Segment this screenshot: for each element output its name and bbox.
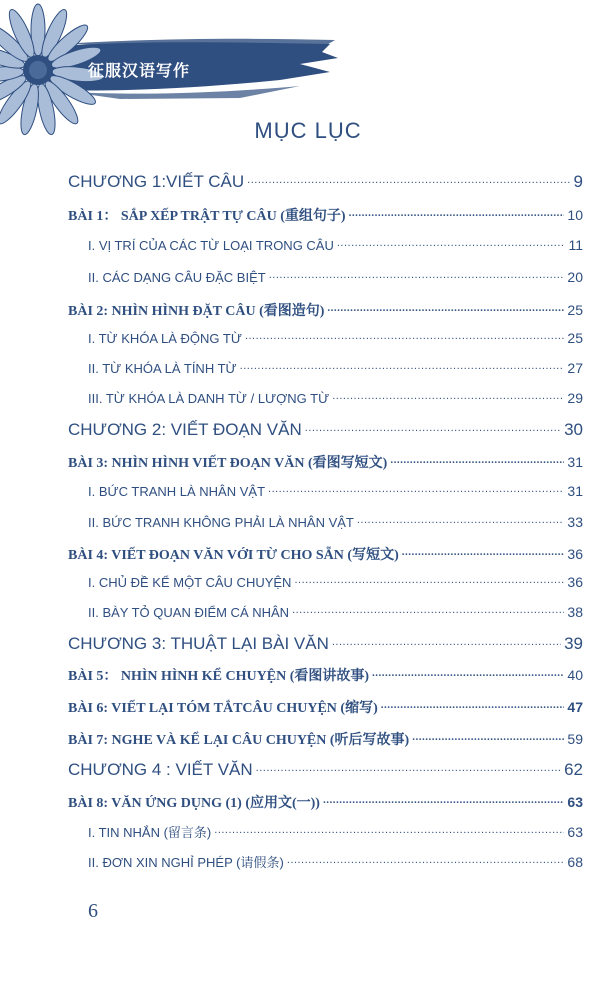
- toc-entry-page: 33: [567, 514, 583, 530]
- toc-entry-lesson-7: [68, 729, 583, 749]
- toc-entry-label: CHƯƠNG 3: THUẬT LẠI BÀI VĂN: [68, 634, 329, 653]
- toc-entry-label: II. BỨC TRANH KHÔNG PHẢI LÀ NHÂN VẬT: [88, 515, 354, 530]
- leader-dots: [245, 330, 564, 343]
- toc-entry-section: [88, 269, 583, 285]
- toc-entry-section: [88, 390, 583, 406]
- toc-entry-lesson-3: [68, 452, 583, 472]
- toc-entry-page: 25: [567, 302, 583, 318]
- toc-entry-chapter-1: [68, 170, 583, 192]
- leader-dots: [357, 514, 565, 527]
- leader-dots: [305, 418, 561, 435]
- toc-entry-label: I. VỊ TRÍ CỦA CÁC TỪ LOẠI TRONG CÂU: [88, 238, 334, 253]
- leader-dots: [390, 453, 564, 467]
- toc-entry-label: CHƯƠNG 4 : VIẾT VĂN: [68, 760, 253, 779]
- toc-entry-section: [88, 514, 583, 530]
- toc-entry-label: II. BÀY TỎ QUAN ĐIỂM CÁ NHÂN: [88, 605, 290, 620]
- toc-entry-page: 36: [567, 574, 583, 590]
- toc-entry-page: 30: [564, 420, 583, 439]
- toc-entry-page: 29: [567, 390, 583, 406]
- toc-entry-page: 27: [567, 360, 583, 376]
- toc-entry-page: 36: [567, 546, 583, 562]
- leader-dots: [332, 632, 561, 649]
- toc-entry-page: 63: [567, 794, 583, 810]
- toc-entry-label: BÀI 6: VIẾT LẠI TÓM TẮTCÂU CHUYỆN (缩写): [68, 701, 378, 716]
- toc-entry-label: BÀI 4: VIẾT ĐOẠN VĂN VỚI TỪ CHO SẴN (写短文): [68, 548, 399, 563]
- leader-dots: [412, 730, 564, 744]
- toc-entry-label: BÀI 8: VĂN ỨNG DỤNG (1) (应用文(一)): [68, 796, 320, 811]
- toc-entry-label: BÀI 2: NHÌN HÌNH ĐẶT CÂU (看图造句): [68, 304, 325, 319]
- leader-dots: [372, 666, 564, 680]
- toc-entry-page: 10: [567, 207, 583, 223]
- toc-entry-lesson-8: [68, 792, 583, 812]
- toc-entry-label: I. TỪ KHÓA LÀ ĐỘNG TỪ: [88, 331, 242, 346]
- page-number: 6: [88, 900, 98, 922]
- leader-dots: [349, 206, 565, 220]
- leader-dots: [268, 483, 564, 496]
- toc-entry-page: 11: [568, 237, 583, 253]
- toc-entry-section: [88, 822, 583, 841]
- toc-entry-label: II. TỪ KHÓA LÀ TÍNH TỪ: [88, 361, 237, 376]
- leader-dots: [214, 824, 564, 837]
- toc-entry-page: 68: [567, 854, 583, 870]
- toc-entry-label: I. TIN NHẮN (留言条): [88, 825, 212, 840]
- leader-dots: [287, 854, 565, 867]
- header-title: 征服汉语写作: [88, 61, 191, 80]
- leader-dots: [256, 758, 561, 775]
- toc-entry-label: BÀI 3: NHÌN HÌNH VIẾT ĐOẠN VĂN (看图写短文): [68, 456, 388, 471]
- leader-dots: [247, 170, 570, 187]
- toc-entry-page: 38: [567, 604, 583, 620]
- leader-dots: [337, 237, 566, 250]
- toc-entry-lesson-1: [68, 205, 583, 225]
- leader-dots: [323, 793, 564, 807]
- toc-entry-page: 25: [567, 330, 583, 346]
- toc-entry-chapter-4: [68, 758, 583, 780]
- toc-entry-chapter-2: [68, 418, 583, 440]
- toc-entry-label: III. TỪ KHÓA LÀ DANH TỪ / LƯỢNG TỪ: [88, 391, 330, 406]
- toc-entry-label: BÀI 7: NGHE VÀ KỂ LẠI CÂU CHUYỆN (听后写故事): [68, 733, 410, 748]
- leader-dots: [292, 604, 564, 617]
- toc-entry-label: CHƯƠNG 1:VIẾT CÂU: [68, 172, 245, 191]
- leader-dots: [269, 269, 565, 282]
- leader-dots: [294, 574, 564, 587]
- toc-entry-page: 9: [573, 172, 583, 191]
- leader-dots: [402, 545, 565, 559]
- toc-entry-section: [88, 483, 583, 499]
- toc-entry-page: 47: [567, 699, 583, 715]
- leader-dots: [332, 390, 564, 403]
- leader-dots: [240, 360, 565, 373]
- toc-entry-page: 31: [567, 454, 583, 470]
- toc-entry-section: [88, 852, 583, 871]
- toc-entry-lesson-4: [68, 544, 583, 564]
- toc-entry-label: CHƯƠNG 2: VIẾT ĐOẠN VĂN: [68, 420, 302, 439]
- toc-entry-lesson-6: [68, 697, 583, 717]
- toc-entry-lesson-5: [68, 665, 583, 685]
- toc-entry-section: [88, 330, 583, 346]
- toc-entry-page: 59: [567, 731, 583, 747]
- toc-entry-label: I. CHỦ ĐỀ KỂ MỘT CÂU CHUYỆN: [88, 575, 292, 590]
- toc-entry-page: 39: [564, 634, 583, 653]
- toc-entry-page: 63: [567, 824, 583, 840]
- leader-dots: [381, 698, 565, 712]
- toc-entry-page: 40: [567, 667, 583, 683]
- toc-entry-section: [88, 360, 583, 376]
- toc-entry-lesson-2: [68, 300, 583, 320]
- toc-entry-label: BÀI 5： NHÌN HÌNH KỂ CHUYỆN (看图讲故事): [68, 669, 370, 684]
- toc-entry-label: II. ĐƠN XIN NGHỈ PHÉP (请假条): [88, 855, 284, 870]
- toc-entry-section: [88, 574, 583, 590]
- toc-entry-page: 62: [564, 760, 583, 779]
- toc-entry-chapter-3: [68, 632, 583, 654]
- toc-entry-page: 31: [567, 483, 583, 499]
- toc-entry-label: BÀI 1： SẮP XẾP TRẬT TỰ CÂU (重组句子): [68, 209, 346, 224]
- toc-entry-label: II. CÁC DẠNG CÂU ĐẶC BIỆT: [88, 270, 266, 285]
- toc-entry-section: [88, 604, 583, 620]
- toc-entry-page: 20: [567, 269, 583, 285]
- toc-title: MỤC LỤC: [254, 118, 362, 143]
- leader-dots: [327, 301, 564, 315]
- toc-entry-label: I. BỨC TRANH LÀ NHÂN VẬT: [88, 484, 266, 499]
- toc-entry-section: [88, 237, 583, 253]
